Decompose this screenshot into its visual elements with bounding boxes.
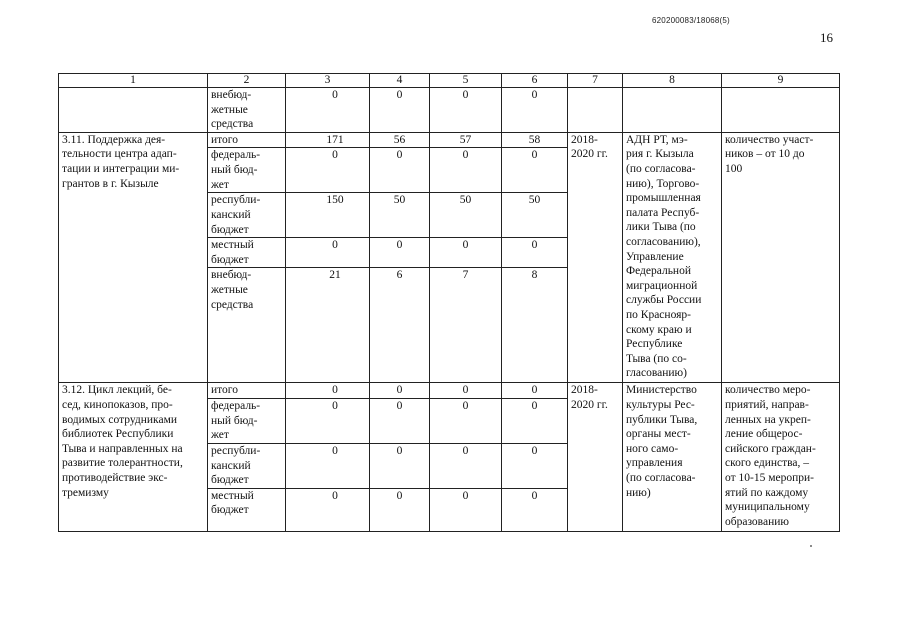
scan-speck [810, 545, 812, 547]
period: 2018- 2020 гг. [568, 383, 623, 531]
column-number: 8 [623, 74, 722, 88]
target-indicator: количество участ- ников – от 10 до 100 [722, 132, 840, 383]
value-2018: 0 [370, 148, 430, 193]
program-measures-table [58, 73, 840, 532]
column-number: 7 [568, 74, 623, 88]
value-2018: 6 [370, 268, 430, 383]
funding-source: республи- канский бюджет [208, 193, 286, 238]
value-2018: 0 [370, 88, 430, 133]
value-2020: 0 [502, 488, 568, 531]
executors: Министерство культуры Рес- публики Тыва, органы мест- ного само- управления (по согласова- нию) [623, 383, 722, 531]
value-2019: 57 [430, 132, 502, 148]
value-2019: 0 [430, 443, 502, 488]
value-2018: 50 [370, 193, 430, 238]
value-total: 0 [286, 443, 370, 488]
value-2019: 0 [430, 488, 502, 531]
document-id: 620200083/18068(5) [652, 16, 730, 25]
measure-name: 3.11. Поддержка дея- тельности центра адап- тации и интеграции ми- грантов в г. Кызыле [59, 132, 208, 383]
value-2018: 0 [370, 383, 430, 399]
column-number: 6 [502, 74, 568, 88]
value-total: 0 [286, 488, 370, 531]
measure-name-cell [59, 88, 208, 133]
period: 2018- 2020 гг. [568, 132, 623, 383]
measure-name: 3.12. Цикл лекций, бе- сед, кинопоказов, про- водимых сотрудниками библиотек Республики Тыва и направленных на развитие толерантности, противодействие экс- тремизму [59, 383, 208, 531]
value-2019: 0 [430, 88, 502, 133]
funding-source: федераль- ный бюд- жет [208, 398, 286, 443]
value-total: 171 [286, 132, 370, 148]
executors: АДН РТ, мэ- рия г. Кызыла (по согласова- нию), Торгово- промышленная палата Респуб- лики Тыва (по согласованию), Управление Федеральной миграционной службы России по Краснояр- скому краю и Республике Тыва (по со- гласованию) [623, 132, 722, 383]
value-2019: 7 [430, 268, 502, 383]
column-number: 9 [722, 74, 840, 88]
value-total: 150 [286, 193, 370, 238]
value-2020: 0 [502, 398, 568, 443]
column-number: 4 [370, 74, 430, 88]
value-2020: 8 [502, 268, 568, 383]
value-total: 0 [286, 88, 370, 133]
target-indicator: количество меро- приятий, направ- ленных на укреп- ление общерос- сийского граждан- ского единства, – от 10-15 меропри- ятий по каждому муниципальному образованию [722, 383, 840, 531]
value-2020: 58 [502, 132, 568, 148]
value-2019: 0 [430, 238, 502, 268]
value-2020: 0 [502, 148, 568, 193]
table-row [59, 132, 840, 148]
value-2019: 0 [430, 148, 502, 193]
funding-source: внебюд- жетные средства [208, 88, 286, 133]
value-2018: 0 [370, 398, 430, 443]
value-2020: 0 [502, 88, 568, 133]
column-number: 2 [208, 74, 286, 88]
funding-source: федераль- ный бюд- жет [208, 148, 286, 193]
value-2018: 0 [370, 238, 430, 268]
value-2019: 50 [430, 193, 502, 238]
value-total: 0 [286, 383, 370, 399]
column-number: 1 [59, 74, 208, 88]
value-2019: 0 [430, 383, 502, 399]
value-2019: 0 [430, 398, 502, 443]
column-number-row [59, 74, 840, 88]
value-total: 21 [286, 268, 370, 383]
executors-cell [623, 88, 722, 133]
table-row [59, 88, 840, 133]
funding-source: местный бюджет [208, 238, 286, 268]
period-cell [568, 88, 623, 133]
value-2020: 50 [502, 193, 568, 238]
funding-source: внебюд- жетные средства [208, 268, 286, 383]
funding-source: республи- канский бюджет [208, 443, 286, 488]
value-2020: 0 [502, 238, 568, 268]
funding-source: местный бюджет [208, 488, 286, 531]
value-2020: 0 [502, 383, 568, 399]
value-2018: 0 [370, 488, 430, 531]
page-number: 16 [820, 30, 833, 45]
value-2018: 0 [370, 443, 430, 488]
value-total: 0 [286, 148, 370, 193]
column-number: 5 [430, 74, 502, 88]
column-number: 3 [286, 74, 370, 88]
value-2020: 0 [502, 443, 568, 488]
value-total: 0 [286, 398, 370, 443]
value-2018: 56 [370, 132, 430, 148]
indicator-cell [722, 88, 840, 133]
funding-source: итого [208, 132, 286, 148]
value-total: 0 [286, 238, 370, 268]
table-row [59, 383, 840, 399]
funding-source: итого [208, 383, 286, 399]
